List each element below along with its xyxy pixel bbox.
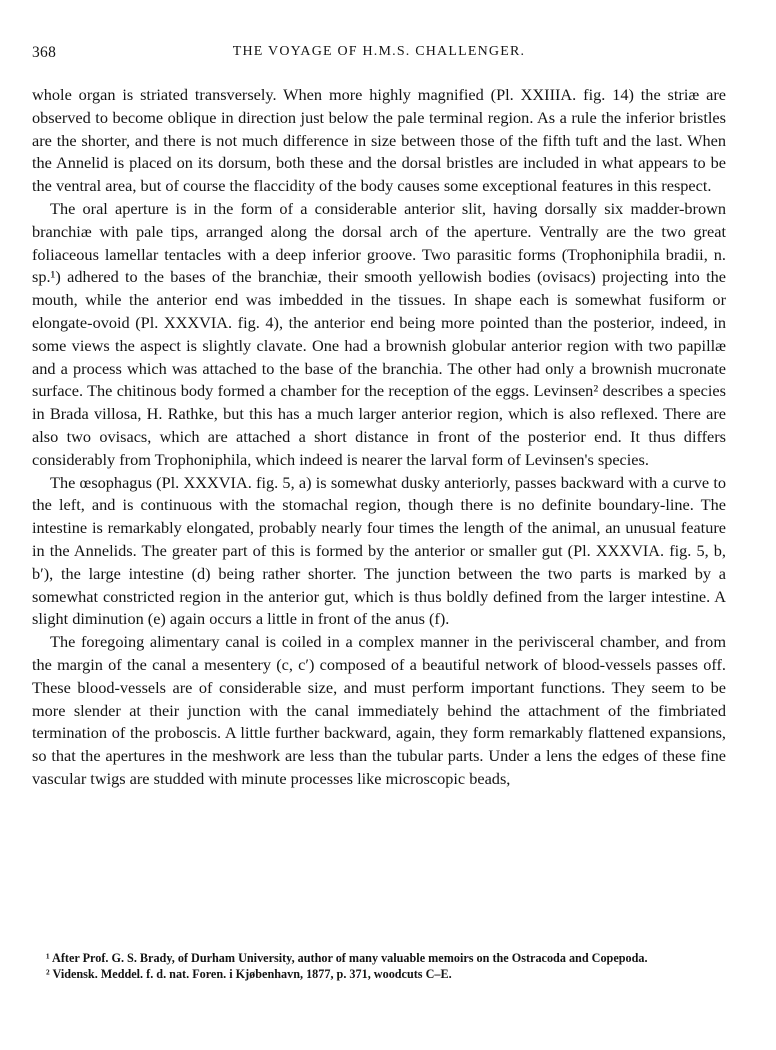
- running-head: THE VOYAGE OF H.M.S. CHALLENGER.: [232, 44, 526, 59]
- page-number: 368: [32, 44, 57, 61]
- paragraph-oral-aperture: The oral aperture is in the form of a considerable anterior slit, having dorsally six madder-brown branchiæ with pale tips, arranged along the dorsal arch of the aperture. Ventrally are the two great foliaceous lamellar tentacles with a deep inferior groove. Two parasitic forms (Trophoniphila bradii, n. sp.¹) adhered to the bases of the branchiæ, their smooth yellowish bodies (ovisacs) projecting into the mouth, while the anterior end was imbedded in the tissues. In shape each is somewhat fusiform or elongate-ovoid (Pl. XXXVIA. fig. 4), the anterior end being more pointed than the posterior, indeed, in some views the aspect is slightly clavate. One had a brownish globular anterior region with two papillæ and a process which was attached to the base of the branchia. The other had only a brownish mucronate surface. The chitinous body formed a chamber for the reception of the eggs. Levinsen² describes a species in Brada villosa, H. Rathke, but this has a much larger anterior region, which is also reflexed. There are also two ovisacs, which are attached a short distance in front of the posterior end. It thus differs considerably from Trophoniphila, which indeed is nearer the larval form of Levinsen's species.: [32, 198, 726, 469]
- paragraph-bristles: whole organ is striated transversely. When more highly magnified (Pl. XXIIIA. fig. 14) the striæ are observed to become oblique in direction just below the pale terminal region. As a rule the inferior bristles are the shorter, and there is not much difference in size between those of the fifth tuft and the last. When the Annelid is placed on its dorsum, both these and the dorsal bristles are included in what appears to be the ventral area, but of course the flaccidity of the body causes some exceptional features in this respect.: [32, 85, 726, 196]
- body-text: [32, 84, 726, 791]
- footnote-2: ² Vidensk. Meddel. f. d. nat. Foren. i Kjøbenhavn, 1877, p. 371, woodcuts C–E.: [46, 967, 452, 981]
- footnotes: [32, 950, 726, 982]
- paragraph-oesophagus: The œsophagus (Pl. XXXVIA. fig. 5, a) is somewhat dusky anteriorly, passes backward with a curve to the left, and is continuous with the stomachal region, though there is no definite boundary-line. The intestine is remarkably elongated, probably nearly four times the length of the animal, an unusual feature in the Annelids. The greater part of this is formed by the anterior or smaller gut (Pl. XXXVIA. fig. 5, b, b′), the large intestine (d) being rather shorter. The junction between the two parts is marked by a somewhat constricted region in the anterior gut, which is thus boldly defined from the larger intestine. A slight diminution (e) again occurs a little in front of the anus (f).: [32, 472, 726, 629]
- page-header: [32, 44, 726, 68]
- paragraph-alimentary-canal: The foregoing alimentary canal is coiled in a complex manner in the perivisceral chamber, and from the margin of the canal a mesentery (c, c′) composed of a beautiful network of blood-vessels passes off. These blood-vessels are of considerable size, and must perform important functions. They seem to be more slender at their junction with the canal immediately behind the attachment of the fimbriated termination of the proboscis. A little further backward, again, they form remarkably flattened expansions, so that the apertures in the meshwork are less than the tubular parts. Under a lens the edges of these fine vascular twigs are studded with minute processes like microscopic beads,: [32, 632, 726, 788]
- footnote-1: ¹ After Prof. G. S. Brady, of Durham University, author of many valuable memoirs on the Ostracoda and Copepoda.: [46, 951, 648, 965]
